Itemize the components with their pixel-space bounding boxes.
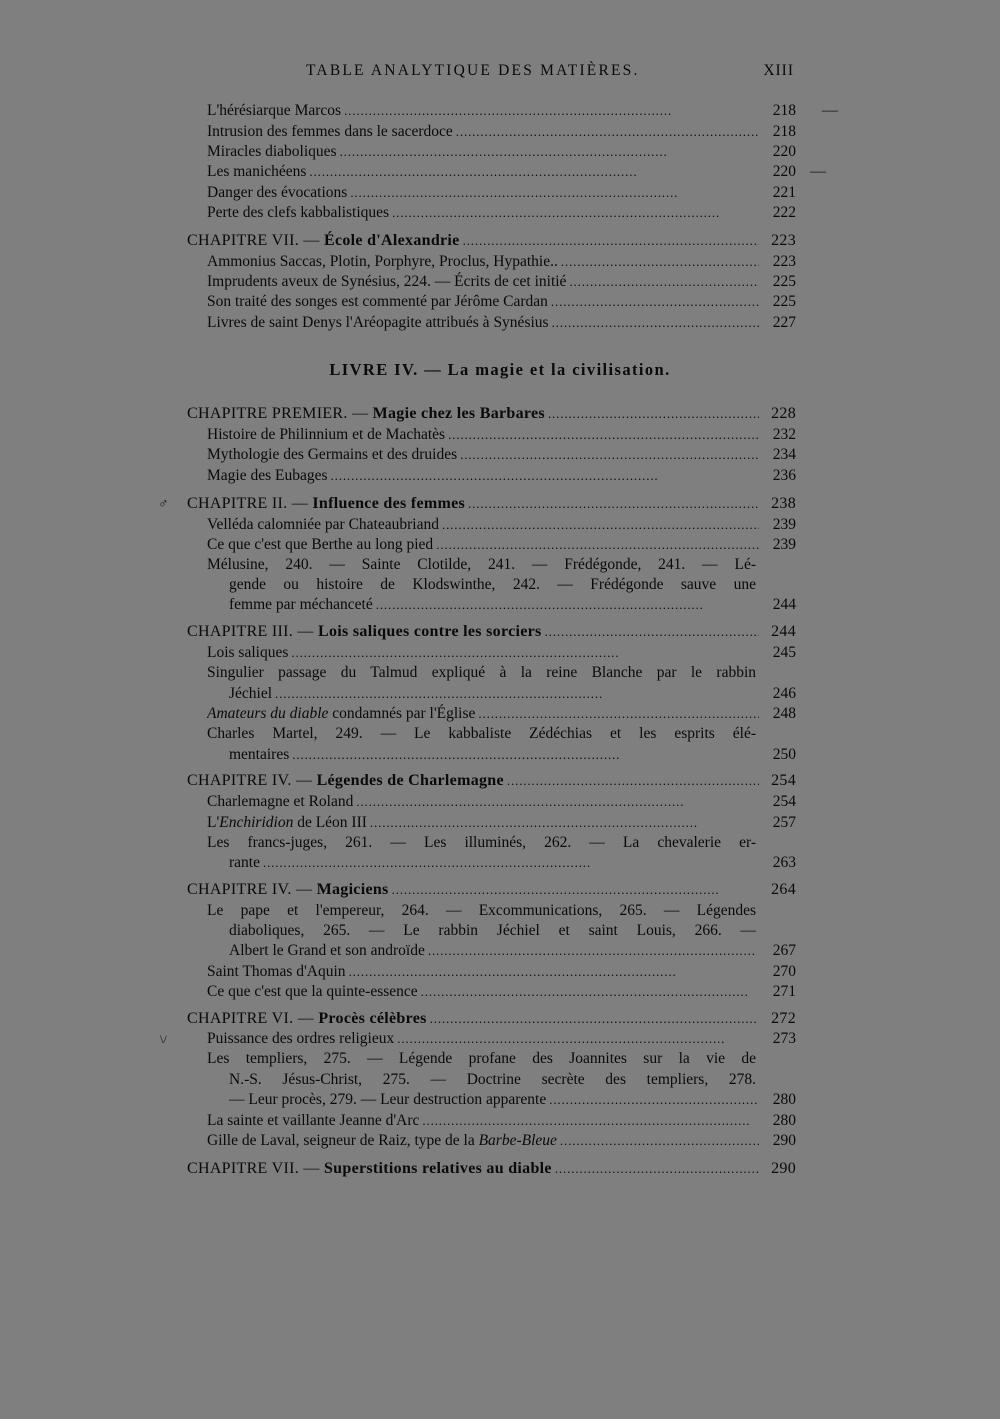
entry-text: Les manichéens [207,163,307,180]
entry-page: 239 [772,536,796,553]
entry-page: 236 [772,467,796,484]
entry-text-italic: Amateurs du diable [207,705,329,722]
entry-page: 222 [772,204,796,221]
entry-page: 272 [771,1010,796,1027]
entry-text: Ce que c'est que Berthe au long pied [207,536,434,553]
chapter-heading [187,231,796,251]
entry-page: 280 [772,1091,796,1108]
entry-line: Singulier passage du Talmud expliqué à la reine Blanche par le rabbin [207,664,756,681]
toc-entry [207,813,796,833]
chapter-label: CHAPITRE VII. — [187,1160,320,1177]
toc-entry [207,122,796,142]
chapter-title: Procès célèbres [318,1010,427,1027]
entry-text: Ammonius Saccas, Plotin, Porphyre, Proclus, Hypathie.. [207,253,558,270]
entry-text: Gille de Laval, seigneur de Raiz, type de la [207,1132,479,1149]
entry-page: 270 [772,963,796,980]
entry-page: 254 [771,772,796,789]
entry-page: 221 [772,184,796,201]
toc-entry [229,941,796,961]
entry-page: 245 [772,644,796,661]
entry-page: 267 [772,942,796,959]
entry-page: 220 [772,163,796,180]
entry-page: 271 [772,983,796,1000]
entry-line: Charles Martel, 249. — Le kabbaliste Zédéchias et les esprits élé- [207,725,756,742]
entry-text: Magie des Eubages [207,467,328,484]
toc-entry [207,466,796,486]
entry-text: — Leur procès, 279. — Leur destruction apparente [229,1091,547,1108]
entry-line: Les francs-juges, 261. — Les illuminés, 262. — La chevalerie er- [207,834,756,851]
entry-text: Imprudents aveux de Synésius, 224. — Écrits de cet initié [207,273,567,290]
toc-entry [207,982,796,1002]
entry-line: Les templiers, 275. — Légende profane des Joannites sur la vie de [207,1050,756,1067]
toc-entry [207,515,796,535]
entry-text: Intrusion des femmes dans le sacerdoce [207,123,453,140]
chapter-label: CHAPITRE II. — [187,495,309,512]
chapter-label: CHAPITRE III. — [187,623,314,640]
entry-line: gende ou histoire de Klodswinthe, 242. — Frédégonde sauve une [229,576,756,593]
header-page-number: XIII [763,62,794,79]
toc-entry [207,792,796,812]
entry-text: femme par méchanceté [229,596,373,613]
chapter-title: Lois saliques contre les sorciers [318,623,542,640]
toc-entry [229,595,796,615]
toc-entry [207,162,796,182]
chapter-title: Magie chez les Barbares [372,405,545,422]
entry-page: 263 [772,854,796,871]
chapter-heading [187,771,796,791]
entry-page: 228 [771,405,796,422]
entry-page: 290 [772,1132,796,1149]
chapter-heading [187,1159,796,1179]
chapter-heading [187,880,796,900]
chapter-title: École d'Alexandrie [323,232,460,249]
entry-text-italic: Barbe-Bleue [478,1132,557,1149]
toc-entry [229,853,796,873]
entry-text: Histoire de Philinnium et de Machatès [207,426,446,443]
entry-page: 227 [772,314,796,331]
entry-page: 290 [771,1160,796,1177]
toc-entry [207,1029,796,1049]
toc-entry [207,535,796,555]
margin-mark: — [822,102,838,119]
entry-page: 223 [771,232,796,249]
entry-page: 218 [772,123,796,140]
entry-text: La sainte et vaillante Jeanne d'Arc [207,1112,420,1129]
margin-mark: ♂ [158,497,169,512]
entry-text: Albert le Grand et son androïde [229,942,425,959]
chapter-title: Superstitions relatives au diable [323,1160,552,1177]
entry-text: condamnés par l'Église [328,705,476,722]
entry-text: Perte des clefs kabbalistiques [207,204,390,221]
entry-text: Charlemagne et Roland [207,793,354,810]
toc-entry [207,183,796,203]
entry-page: 239 [772,516,796,533]
chapter-label: CHAPITRE VII. — [187,232,320,249]
toc-entry [207,445,796,465]
chapter-label: CHAPITRE PREMIER. — [187,405,369,422]
entry-text: de Léon III [293,814,367,831]
chapter-label: CHAPITRE IV. — [187,881,313,898]
chapter-heading [187,404,796,424]
entry-text: rante [229,854,260,871]
chapter-title: Légendes de Charlemagne [316,772,504,789]
entry-text-italic: Enchiridion [219,814,294,831]
toc-entry [207,203,796,223]
entry-page: 232 [772,426,796,443]
entry-text: Velléda calomniée par Chateaubriand [207,516,439,533]
entry-page: 254 [772,793,796,810]
entry-line: Mélusine, 240. — Sainte Clotilde, 241. — Frédégonde, 241. — Lé- [207,556,756,573]
entry-text: Danger des évocations [207,184,348,201]
toc-entry [207,142,796,162]
toc-entry [207,1111,796,1131]
entry-page: 244 [772,596,796,613]
entry-page: 248 [772,705,796,722]
entry-page: 280 [772,1112,796,1129]
chapter-label: CHAPITRE IV. — [187,772,313,789]
entry-text: L'hérésiarque Marcos [207,102,342,119]
entry-text: Mythologie des Germains et des druides [207,446,458,463]
toc-entry [207,962,796,982]
chapter-heading [187,622,796,642]
entry-page: 257 [772,814,796,831]
entry-text: Miracles diaboliques [207,143,337,160]
margin-mark: — [810,163,826,180]
entry-text: mentaires [229,746,290,763]
chapter-heading [187,494,796,514]
toc-entry [229,1090,796,1110]
entry-text: Puissance des ordres religieux [207,1030,395,1047]
entry-page: 234 [772,446,796,463]
entry-text: Son traité des songes est commenté par Jérôme Cardan [207,293,548,310]
entry-page: 223 [772,253,796,270]
entry-page: 244 [771,623,796,640]
chapter-title: Influence des femmes [312,495,466,512]
book-heading: LIVRE IV. — La magie et la civilisation. [329,360,671,379]
toc-entry [207,704,796,724]
entry-page: 238 [771,495,796,512]
chapter-title: Magiciens [316,881,389,898]
entry-text: Saint Thomas d'Aquin [207,963,346,980]
header-title: TABLE ANALYTIQUE DES MATIÈRES. [306,62,640,79]
entry-page: 218 [772,102,796,119]
toc-entry [207,292,796,312]
toc-entry [207,643,796,663]
toc-entry [207,272,796,292]
entry-line: diaboliques, 265. — Le rabbin Jéchiel et saint Louis, 266. — [229,922,756,939]
toc-entry [207,313,796,333]
entry-line: N.-S. Jésus-Christ, 275. — Doctrine secrète des templiers, 278. [229,1071,756,1088]
entry-text: L' [207,814,220,831]
entry-page: 225 [772,273,796,290]
entry-text: Jéchiel [229,685,273,702]
toc-entry [207,101,796,121]
toc-entry [207,425,796,445]
margin-mark: \/ [160,1032,167,1046]
chapter-heading [187,1009,796,1029]
toc-entry [207,252,796,272]
entry-page: 246 [772,685,796,702]
entry-page: 273 [772,1030,796,1047]
chapter-label: CHAPITRE VI. — [187,1010,315,1027]
running-header [300,62,800,84]
entry-page: 220 [772,143,796,160]
entry-text: Livres de saint Denys l'Aréopagite attribués à Synésius [207,314,549,331]
entry-text: Ce que c'est que la quinte-essence [207,983,418,1000]
entry-page: 250 [772,746,796,763]
entry-line: Le pape et l'empereur, 264. — Excommunications, 265. — Légendes [207,902,756,919]
entry-page: 225 [772,293,796,310]
entry-text: Lois saliques [207,644,289,661]
toc-entry [229,684,796,704]
toc-entry [207,1131,796,1151]
entry-page: 264 [771,881,796,898]
toc-entry [229,745,796,765]
